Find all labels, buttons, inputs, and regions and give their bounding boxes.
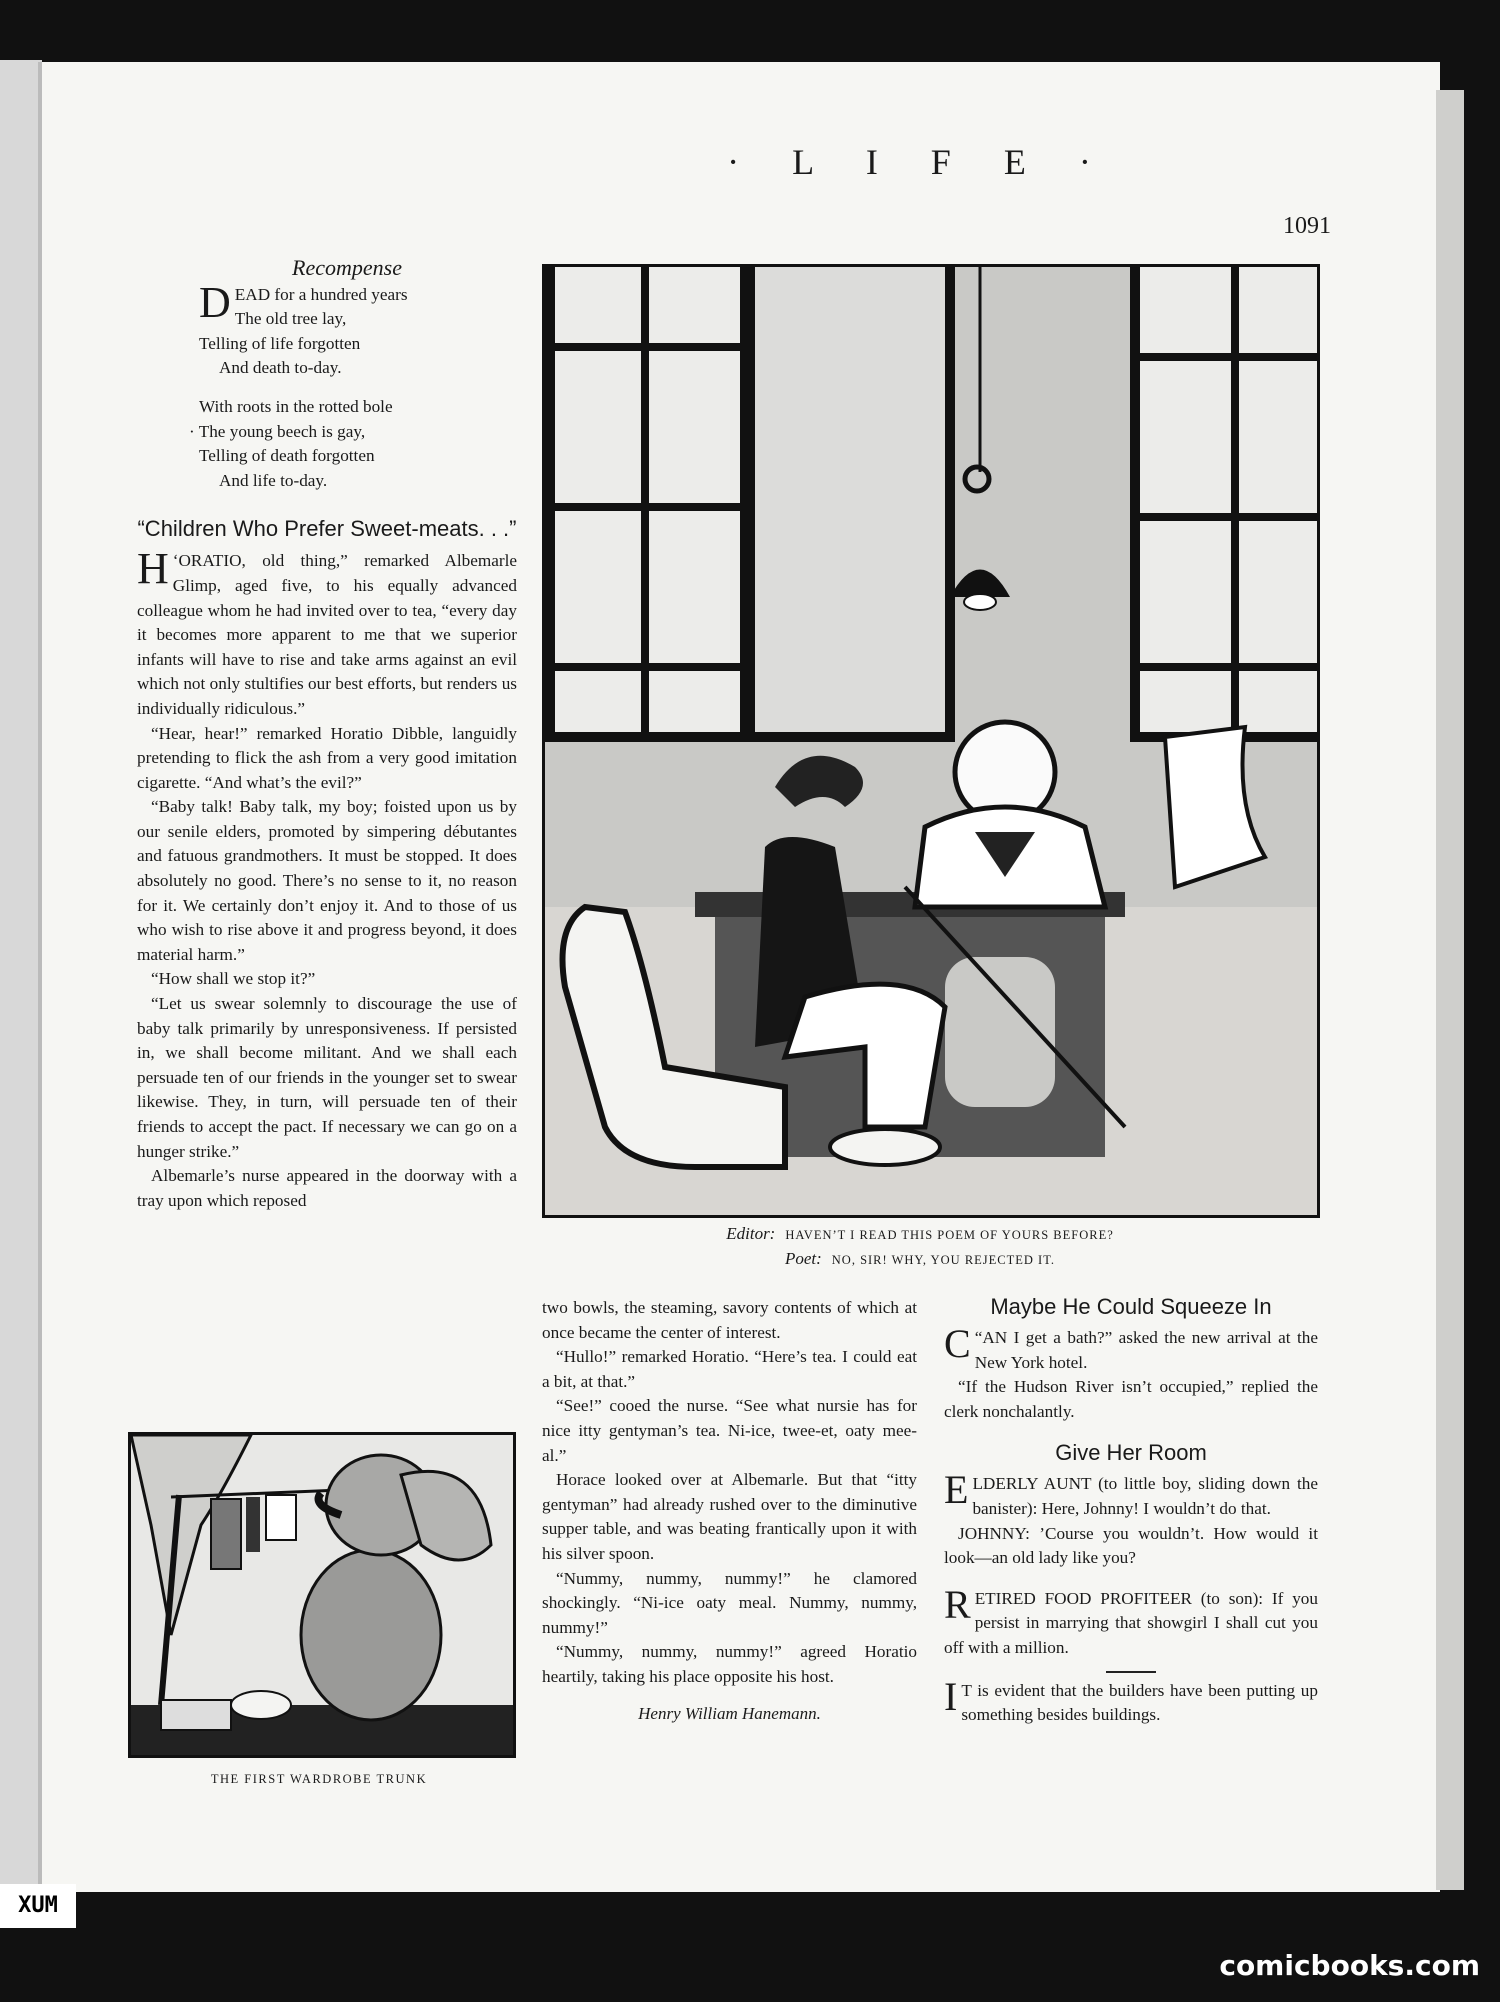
elephant-illustration <box>131 1435 513 1755</box>
masthead: · L I F E · <box>727 142 1113 182</box>
caption-line-editor <box>600 1222 1240 1247</box>
story-dropcap: H <box>137 544 169 594</box>
small-cartoon-caption: THE FIRST WARDROBE TRUNK <box>210 1772 428 1786</box>
jokes-column <box>944 1292 1318 1728</box>
editor-poet-cartoon <box>542 264 1320 1218</box>
poem-line: The old tree lay, <box>234 309 347 329</box>
story-paragraph: “Let us swear solemnly to discourage the use of baby talk primarily by unresponsiveness. If persisted in, we shall become militant. And we shall each persuade ten of our friends in the younger set to swear likewise. They, in turn, will persuade ten of their friends to accept the pact. If necessary we can go on a hunger strike.” <box>137 994 517 1161</box>
joke-paragraph: “ C AN I get a bath?” asked the new arrival at the New York hotel. <box>944 1321 1318 1372</box>
scan-left-edge <box>0 60 42 1920</box>
story-paragraph: ‘ H ORATIO, old thing,” remarked Albemarle Glimp, aged five, to his equally advanced colleague whom he had invited over to tea, “every day it becomes more apparent to me that we superior infants will have to rise and take arms against an evil which not only stultifies our best efforts, but renders us individually ridiculous.” <box>137 544 517 718</box>
joke-text: ETIRED FOOD PROFITEER (to son): If you persist in marrying that showgirl I shall cut you off with a million. <box>944 1588 1318 1657</box>
story-paragraph: “How shall we stop it?” <box>151 969 316 989</box>
caption-speaker: Poet: <box>784 1249 822 1268</box>
joke-dropcap: C <box>944 1321 971 1366</box>
joke-paragraph <box>944 1673 1318 1728</box>
story-paragraph: “Baby talk! Baby talk, my boy; foisted upon us by our senile elders, promoted by simpering débutantes and fatuous grandmothers. It must be stopped. It does absolutely no good. There’s no sense to it, no reason for it. We certainly don’t enjoy it. And to those of us who wish to rise above it and progress beyond, it does material harm.” <box>137 797 517 964</box>
poem-line: Telling of death forgotten <box>199 446 375 466</box>
story-paragraph-text: ORATIO, old thing,” remarked Albemarle Glimp, aged five, to his equally advanced colleague whom he had invited over to tea, “every day it becomes more apparent to me that we superior infants will have to rise and take arms against an evil which not only stultifies our best efforts, but renders us individually ridiculous.” <box>137 551 517 718</box>
story-paragraph: “Hear, hear!” remarked Horatio Dibble, languidly pretending to flick the ash from a very good imitation cigarette. “And what’s the evil?” <box>137 723 517 792</box>
joke-paragraph <box>944 1581 1318 1661</box>
joke-text: LDERLY AUNT (to little boy, sliding down the banister): Here, Johnny! I wouldn’t do that. <box>972 1474 1318 1518</box>
story-paragraph: Horace looked over at Albemarle. But that “itty gentyman” had already rushed over to the diminutive supper table, and was beating frantically upon it with his silver spoon. <box>542 1470 917 1563</box>
author-signature: Henry William Hanemann. <box>638 1703 821 1723</box>
page-number: 1091 <box>1283 213 1331 239</box>
caption-line-poet <box>600 1247 1240 1272</box>
joke-paragraph: “If the Hudson River isn’t occupied,” replied the clerk nonchalantly. <box>944 1377 1318 1421</box>
joke-text: T is evident that the builders have been putting up something besides buildings. <box>961 1680 1318 1725</box>
joke-text: AN I get a bath?” asked the new arrival at the New York hotel. <box>974 1328 1318 1372</box>
story-paragraph: “See!” cooed the nurse. “See what nursie has for nice itty gentyman’s tea. Ni-ice, twee-et, oaty mee-al.” <box>542 1396 917 1465</box>
joke-dropcap: R <box>944 1581 971 1627</box>
story-paragraph: “Hullo!” remarked Horatio. “Here’s tea. I could eat a bit, at that.” <box>542 1347 917 1391</box>
main-cartoon-caption <box>600 1222 1240 1272</box>
story-paragraph: “Nummy, nummy, nummy!” agreed Horatio heartily, taking his place opposite his host. <box>542 1642 917 1686</box>
caption-speaker: Editor: <box>726 1224 776 1243</box>
joke-title: Give Her Room <box>1055 1440 1207 1466</box>
poem-line: And death to-day. <box>219 358 342 378</box>
story-title: “Children Who Prefer Sweet-meats. . .” <box>137 516 517 542</box>
joke-dropcap: I <box>944 1673 958 1719</box>
joke-dropcap: E <box>944 1467 969 1513</box>
story-continued-column <box>542 1296 917 1726</box>
watermark: comicbooks.com <box>1219 1949 1480 1982</box>
caption-text: HAVEN’T I READ THIS POEM OF YOURS BEFORE? <box>785 1228 1114 1242</box>
poem-line: EAD for a hundred years <box>234 284 408 304</box>
story-paragraph: “Nummy, nummy, nummy!” he clamored shockingly. “Ni-ice oaty meal. Nummy, nummy, nummy!” <box>542 1568 917 1637</box>
joke-title: Maybe He Could Squeeze In <box>990 1294 1272 1319</box>
story-paragraph: Albemarle’s nurse appeared in the doorway with a tray upon which reposed <box>137 1166 517 1210</box>
office-illustration <box>545 267 1317 1215</box>
left-column <box>137 256 517 1213</box>
poem-line: · The young beech is gay, <box>189 421 366 441</box>
joke-paragraph: JOHNNY: ’Course you wouldn’t. How would it look—an old lady like you? <box>944 1523 1318 1568</box>
poem-line: Telling of life forgotten <box>199 333 361 353</box>
page-binding-edge <box>1436 90 1464 1890</box>
poem-dropcap: D <box>199 277 231 327</box>
story-body <box>137 544 517 1213</box>
story-paragraph: two bowls, the steaming, savory contents of which at once became the center of interest. <box>542 1298 917 1342</box>
joke-paragraph <box>944 1467 1318 1521</box>
reel-label: XUM <box>0 1884 76 1928</box>
section-divider <box>1106 1671 1156 1673</box>
poem <box>189 277 517 494</box>
elephant-cartoon <box>128 1432 516 1758</box>
poem-title: Recompense <box>292 255 402 280</box>
poem-line: And life to-day. <box>219 470 328 490</box>
poem-line: With roots in the rotted bole <box>199 396 393 416</box>
caption-text: NO, SIR! WHY, YOU REJECTED IT. <box>831 1253 1056 1267</box>
